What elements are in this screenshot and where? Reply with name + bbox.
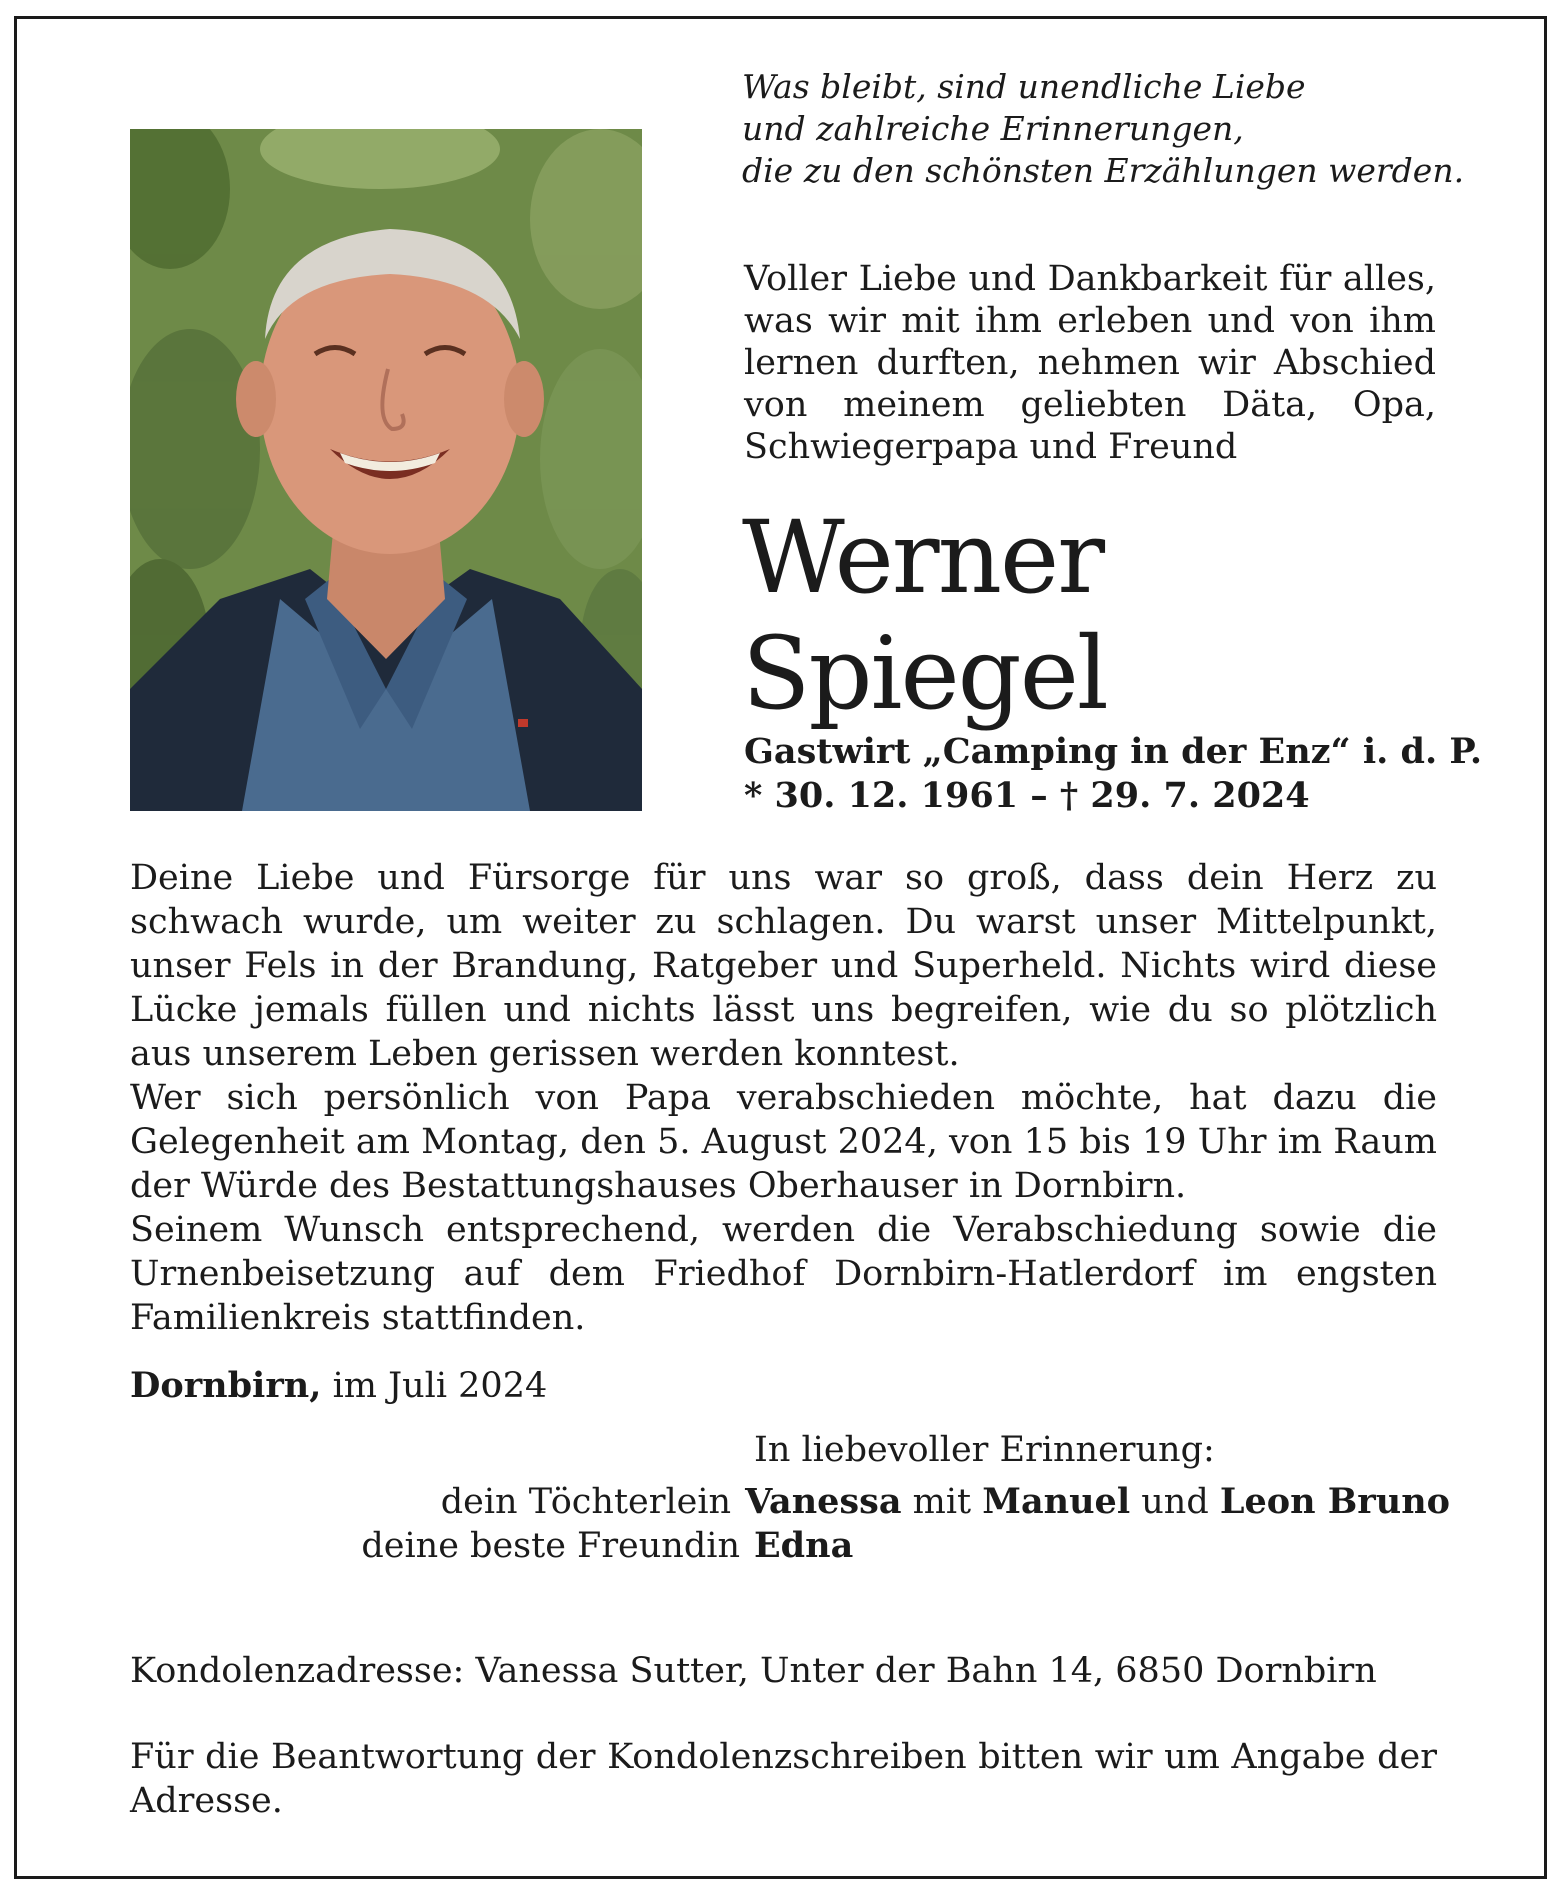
portrait-photo [130, 129, 642, 811]
signers-list [300, 1480, 1450, 1568]
signer-row [300, 1524, 1450, 1568]
body-paragraph: Seinem Wunsch entsprechend, werden die Verabschiedung sowie die Urnenbeisetzung auf dem Friedhof Dornbirn-Hatlerdorf im engsten Familienkreis stattfinden. [130, 1210, 1437, 1338]
signer-relation: dein Töchterlein [440, 1482, 732, 1522]
deceased-details [744, 730, 1482, 818]
memory-line: In liebevoller Erinnerung: [754, 1430, 1215, 1470]
signer-relation: deine beste Freundin [361, 1526, 740, 1566]
first-name: Werner [742, 499, 1103, 616]
last-name: Spiegel [742, 615, 1107, 732]
signer-row [300, 1480, 1450, 1524]
quote-line: Was bleibt, sind unendliche Liebe [742, 67, 1306, 106]
intro-text: Voller Liebe und Dankbarkeit für alles, was wir mit ihm erleben und von ihm lernen durften, nehmen wir Abschied von meinem geliebten Däta, Opa, Schwiegerpapa und Freund [744, 259, 1436, 467]
signer-name: Manuel [982, 1481, 1131, 1522]
memorial-quote [742, 66, 1465, 192]
life-dates: * 30. 12. 1961 – † 29. 7. 2024 [744, 775, 1310, 816]
signer-name: Edna [754, 1525, 854, 1566]
body-paragraph: Deine Liebe und Fürsorge für uns war so groß, dass dein Herz zu schwach wurde, um weiter zu schlagen. Du warst unser Mittelpunkt, unser Fels in der Brandung, Ratgeber und Superheld. Nichts wird diese Lücke jemals füllen und nichts lässt uns begreifen, wie du so plötzlich aus unserem Leben gerissen werden konntest. [130, 858, 1437, 1074]
body-paragraph: Wer sich persönlich von Papa verabschieden möchte, hat dazu die Gelegenheit am Montag, den 5. August 2024, von 15 bis 19 Uhr im Raum der Würde des Bestattungshauses Oberhauser in Dornbirn. [130, 1078, 1437, 1206]
condolence-address: Kondolenzadresse: Vanessa Sutter, Unter der Bahn 14, 6850 Dornbirn [130, 1651, 1377, 1691]
quote-line: und zahlreiche Erinnerungen, [742, 109, 1244, 148]
place-month: im Juli 2024 [321, 1366, 548, 1406]
signer-joiner: und [1130, 1482, 1220, 1522]
condolence-note: Für die Beantwortung der Kondolenzschreiben bitten wir um Angabe der Adresse. [130, 1737, 1437, 1821]
deceased-name [742, 500, 1107, 732]
body-text [130, 856, 1437, 1340]
place-date [130, 1364, 547, 1408]
signer-name: Vanessa [745, 1481, 902, 1522]
occupation: Gastwirt „Camping in der Enz“ i. d. P. [744, 731, 1483, 772]
place-city: Dornbirn, [130, 1365, 322, 1406]
quote-line: die zu den schönsten Erzählungen werden. [742, 151, 1465, 190]
signer-name: Leon Bruno [1219, 1481, 1450, 1522]
signer-joiner: mit [901, 1482, 983, 1522]
